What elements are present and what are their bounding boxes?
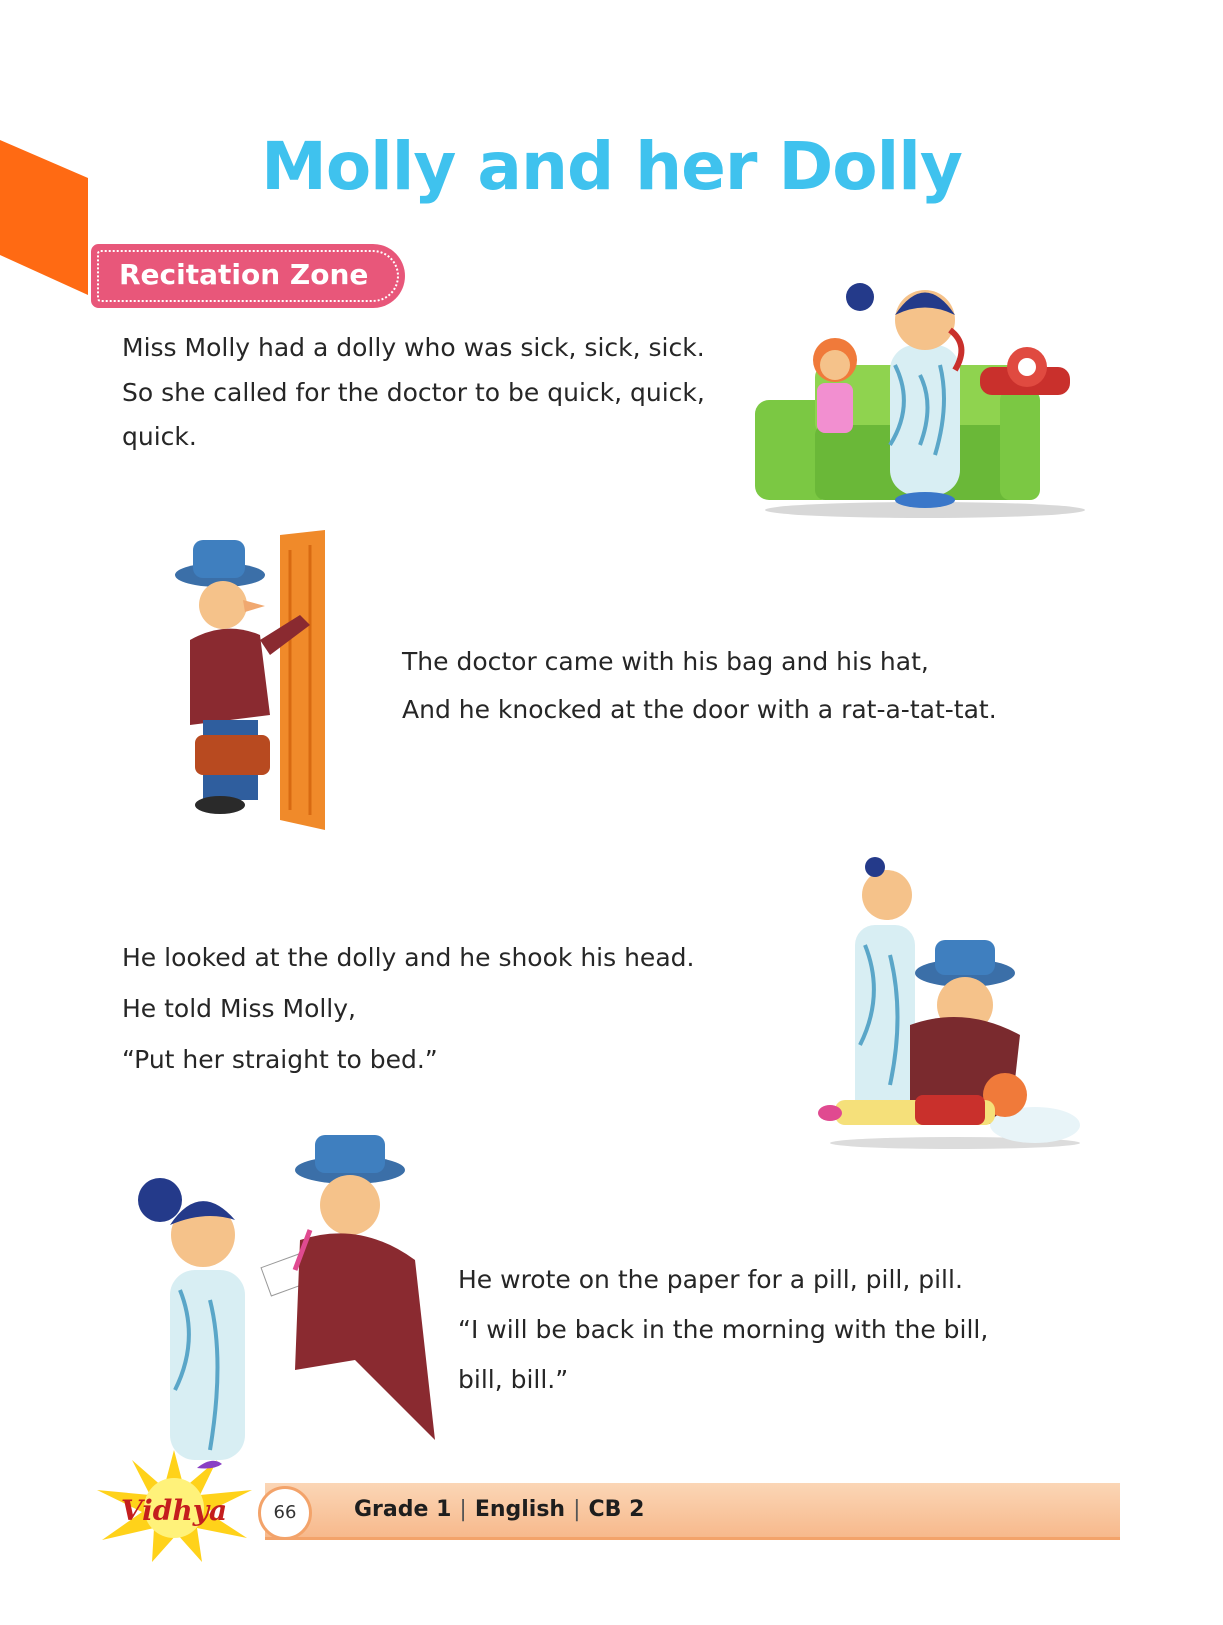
- page-title: Molly and her Dolly: [261, 128, 962, 205]
- stanza-line: He wrote on the paper for a pill, pill, pill.: [458, 1265, 963, 1294]
- stanza-2: [402, 638, 997, 733]
- stanza-line: So she called for the doctor to be quick, quick,: [122, 377, 705, 407]
- footer-subject: English: [474, 1497, 566, 1522]
- stanza-line: bill, bill.”: [458, 1365, 569, 1394]
- stanza-line: quick.: [122, 422, 197, 451]
- doctor-writing-illustration: [125, 1130, 445, 1465]
- footer-book: CB 2: [588, 1497, 645, 1522]
- vidhya-logo: [92, 1450, 257, 1565]
- footer-separator: |: [459, 1497, 467, 1522]
- stanza-line: He looked at the dolly and he shook his head.: [122, 943, 695, 972]
- logo-text: Vidhya: [120, 1494, 228, 1527]
- recitation-zone-label: Recitation Zone: [119, 258, 369, 291]
- molly-on-sofa-illustration: [745, 275, 1090, 520]
- stanza-line: “Put her straight to bed.”: [122, 1045, 438, 1074]
- stanza-1: [122, 326, 705, 460]
- stanza-3: [122, 932, 694, 1085]
- footer-info: [354, 1497, 644, 1522]
- doctor-examining-dolly-illustration: [815, 855, 1080, 1150]
- footer-grade: Grade 1: [354, 1497, 452, 1522]
- stanza-line: “I will be back in the morning with the bill,: [458, 1315, 989, 1344]
- stanza-line: He told Miss Molly,: [122, 994, 356, 1023]
- doctor-knocking-illustration: [165, 530, 340, 830]
- recitation-zone-badge: [93, 246, 403, 306]
- stanza-line: The doctor came with his bag and his hat,: [402, 647, 929, 676]
- stanza-line: Miss Molly had a dolly who was sick, sick, sick.: [122, 333, 705, 362]
- stanza-4: [458, 1255, 988, 1405]
- footer-separator: |: [573, 1497, 581, 1522]
- stanza-line: And he knocked at the door with a rat-a-tat-tat.: [402, 694, 997, 724]
- page-number: 66: [258, 1486, 312, 1540]
